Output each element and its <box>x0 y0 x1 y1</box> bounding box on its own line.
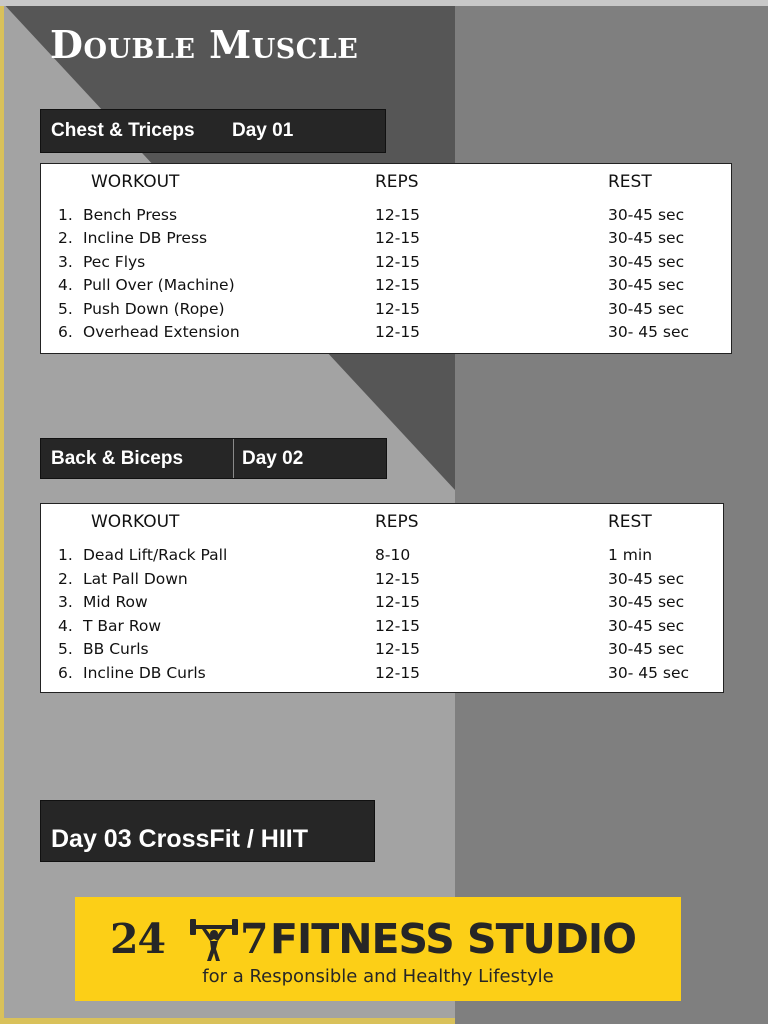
reps-column-header: REPS <box>375 512 419 532</box>
brand-number-24: 24 <box>110 915 166 963</box>
day3-header <box>40 800 375 862</box>
exercise-reps: 12-15 <box>375 253 421 271</box>
exercise-reps: 12-15 <box>375 323 421 341</box>
exercise-name: Push Down (Rope) <box>83 300 225 318</box>
row-number: 1. <box>58 546 73 564</box>
weightlifter-icon <box>188 917 240 965</box>
day2-group-label: Back & Biceps <box>51 447 184 469</box>
day1-header <box>40 109 386 153</box>
row-number: 4. <box>58 617 73 635</box>
exercise-rest: 30-45 sec <box>608 593 685 611</box>
table-row <box>41 617 723 640</box>
exercise-reps: 12-15 <box>375 206 421 224</box>
rest-column-header: REST <box>608 512 652 532</box>
exercise-name: Lat Pall Down <box>83 570 188 588</box>
exercise-reps: 12-15 <box>375 593 421 611</box>
exercise-rest: 30-45 sec <box>608 229 685 247</box>
exercise-reps: 12-15 <box>375 664 421 682</box>
workout-column-header: WORKOUT <box>91 172 180 192</box>
row-number: 1. <box>58 206 73 224</box>
row-number: 4. <box>58 276 73 294</box>
exercise-name: Mid Row <box>83 593 148 611</box>
day3-label: Day 03 CrossFit / HIIT <box>51 825 309 853</box>
exercise-reps: 12-15 <box>375 300 421 318</box>
row-number: 3. <box>58 253 73 271</box>
row-number: 3. <box>58 593 73 611</box>
bottom-edge-accent <box>0 1018 455 1024</box>
header-divider <box>233 439 234 478</box>
rest-column-header: REST <box>608 172 652 192</box>
exercise-name: Overhead Extension <box>83 323 240 341</box>
row-number: 5. <box>58 300 73 318</box>
table-row <box>41 253 731 276</box>
exercise-rest: 30-45 sec <box>608 206 685 224</box>
exercise-reps: 12-15 <box>375 276 421 294</box>
exercise-rest: 30- 45 sec <box>608 664 690 682</box>
table-row <box>41 593 723 616</box>
day2-workout-table <box>40 503 724 693</box>
table-row <box>41 276 731 299</box>
exercise-name: BB Curls <box>83 640 149 658</box>
row-number: 2. <box>58 570 73 588</box>
day1-group-label: Chest & Triceps <box>51 120 195 141</box>
brand-number-7: 7 <box>240 915 268 963</box>
exercise-rest: 30-45 sec <box>608 300 685 318</box>
reps-column-header: REPS <box>375 172 419 192</box>
exercise-rest: 30-45 sec <box>608 570 685 588</box>
exercise-reps: 12-15 <box>375 640 421 658</box>
table-row <box>41 300 731 323</box>
exercise-name: Dead Lift/Rack Pall <box>83 546 228 564</box>
brand-name: FITNESS STUDIO <box>270 915 636 963</box>
table-row <box>41 640 723 663</box>
exercise-rest: 1 min <box>608 546 653 564</box>
table-row <box>41 664 723 687</box>
exercise-name: Incline DB Press <box>83 229 208 247</box>
brand-tagline: for a Responsible and Healthy Lifestyle <box>202 966 554 987</box>
exercise-reps: 12-15 <box>375 570 421 588</box>
table-row <box>41 323 731 346</box>
exercise-name: Pec Flys <box>83 253 146 271</box>
workout-column-header: WORKOUT <box>91 512 180 532</box>
exercise-reps: 12-15 <box>375 617 421 635</box>
table-row <box>41 546 723 569</box>
exercise-reps: 8-10 <box>375 546 411 564</box>
row-number: 2. <box>58 229 73 247</box>
table-row <box>41 570 723 593</box>
row-number: 6. <box>58 323 73 341</box>
exercise-rest: 30-45 sec <box>608 276 685 294</box>
top-strip <box>0 0 768 6</box>
exercise-rest: 30-45 sec <box>608 640 685 658</box>
exercise-reps: 12-15 <box>375 229 421 247</box>
day2-header <box>40 438 387 479</box>
table-row <box>41 206 731 229</box>
exercise-rest: 30-45 sec <box>608 617 685 635</box>
day2-day-label: Day 02 <box>242 447 304 469</box>
exercise-name: Bench Press <box>83 206 178 224</box>
exercise-rest: 30-45 sec <box>608 253 685 271</box>
day1-day-label: Day 01 <box>232 120 294 141</box>
exercise-name: T Bar Row <box>83 617 162 635</box>
exercise-name: Incline DB Curls <box>83 664 206 682</box>
left-edge-accent <box>0 6 4 1024</box>
row-number: 6. <box>58 664 73 682</box>
exercise-rest: 30- 45 sec <box>608 323 690 341</box>
table-row <box>41 229 731 252</box>
row-number: 5. <box>58 640 73 658</box>
exercise-name: Pull Over (Machine) <box>83 276 235 294</box>
page-title: Double Muscle <box>50 22 359 67</box>
day1-workout-table <box>40 163 732 354</box>
brand-banner <box>75 897 681 1001</box>
